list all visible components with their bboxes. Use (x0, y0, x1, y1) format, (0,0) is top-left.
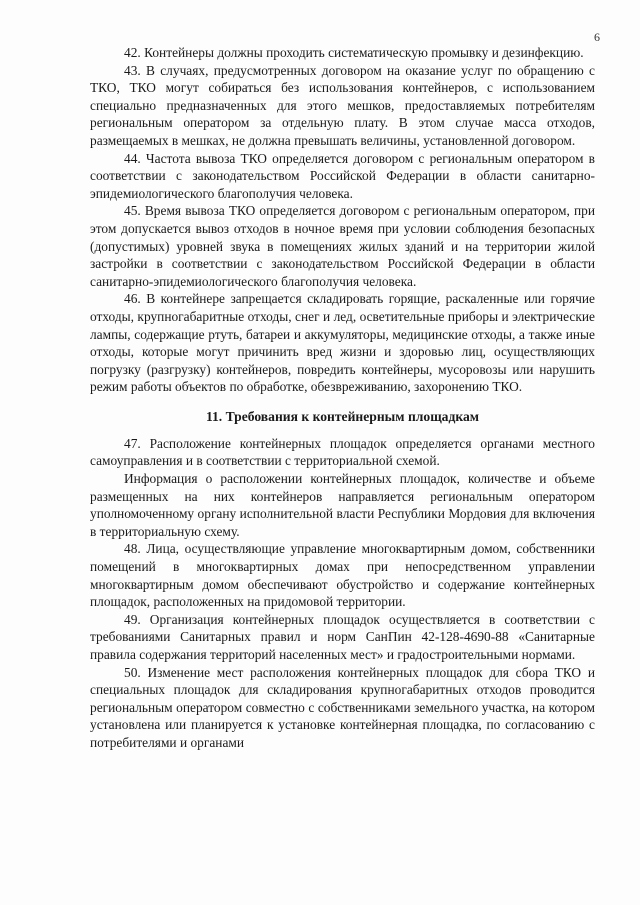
paragraph-50: 50. Изменение мест расположения контейнерных площадок для сбора ТКО и специальных площадок для складирования крупногабаритных отходов проводится региональным оператором совместно с собственниками земельного участка, на котором установлена или планируется к установке контейнерная площадка, по согласованию с потребителями и органами (90, 664, 595, 750)
paragraph-44: 44. Частота вывоза ТКО определяется договором с региональным оператором в соответствии с законодательством Российской Федерации в области санитарно-эпидемиологического благополучия человека. (90, 150, 595, 201)
paragraph-46: 46. В контейнере запрещается складировать горящие, раскаленные или горячие отходы, крупногабаритные отходы, снег и лед, осветительные приборы и электрические лампы, содержащие ртуть, батареи и аккумуляторы, медицинские отходы, а также иные отходы, которые могут причинить вред жизни и здоровью лиц, осуществляющих погрузку (разгрузку) контейнеров, повредить контейнеры, мусоровозы или нарушить режим работы объектов по обработке, обезвреживанию, захоронению ТКО. (90, 291, 595, 395)
paragraph-42: 42. Контейнеры должны проходить систематическую промывку и дезинфекцию. (124, 45, 584, 60)
paragraph-47-info: Информация о расположении контейнерных площадок, количестве и объеме размещенных на них контейнеров направляется региональным оператором уполномоченному органу исполнительной власти Республики Мордовия для включения в территориальную схему. (90, 471, 595, 539)
paragraph-49: 49. Организация контейнерных площадок осуществляется в соответствии с требованиями Санитарных правил и норм СанПин 42-128-4690-88 «Санитарные правила содержания территорий населенных мест» и градостроительными нормами. (90, 611, 595, 662)
paragraph-47: 47. Расположение контейнерных площадок определяется органами местного самоуправления и в соответствии с территориальной схемой. (90, 435, 595, 469)
paragraph-48: 48. Лица, осуществляющие управление многоквартирным домом, собственники помещений в многоквартирных домах при непосредственном управлении многоквартирным домом обеспечивают обустройство и содержание контейнерных площадок, расположенных на придомовой территории. (90, 541, 595, 610)
paragraph-43: 43. В случаях, предусмотренных договором на оказание услуг по обращению с ТКО, ТКО могут собираться без использования контейнеров, с использованием специально предназначенных для этого мешков, предоставляемых потребителям региональным оператором за отдельную плату. В этом случае масса отходов, размещаемых в мешках, не должна превышать величины, установленной договором. (90, 62, 595, 148)
paragraph-45: 45. Время вывоза ТКО определяется договором с региональным оператором, при этом допускается вывоз отходов в ночное время при условии соблюдения безопасных (допустимых) уровней звука в помещениях жилых зданий и на территории жилой застройки в соответствии с законодательством Российской Федерации в области санитарно-эпидемиологического благополучия человека. (90, 203, 595, 289)
document-body (90, 44, 595, 752)
page-number: 6 (594, 30, 600, 44)
section-heading: 11. Требования к контейнерным площадкам (205, 408, 480, 424)
